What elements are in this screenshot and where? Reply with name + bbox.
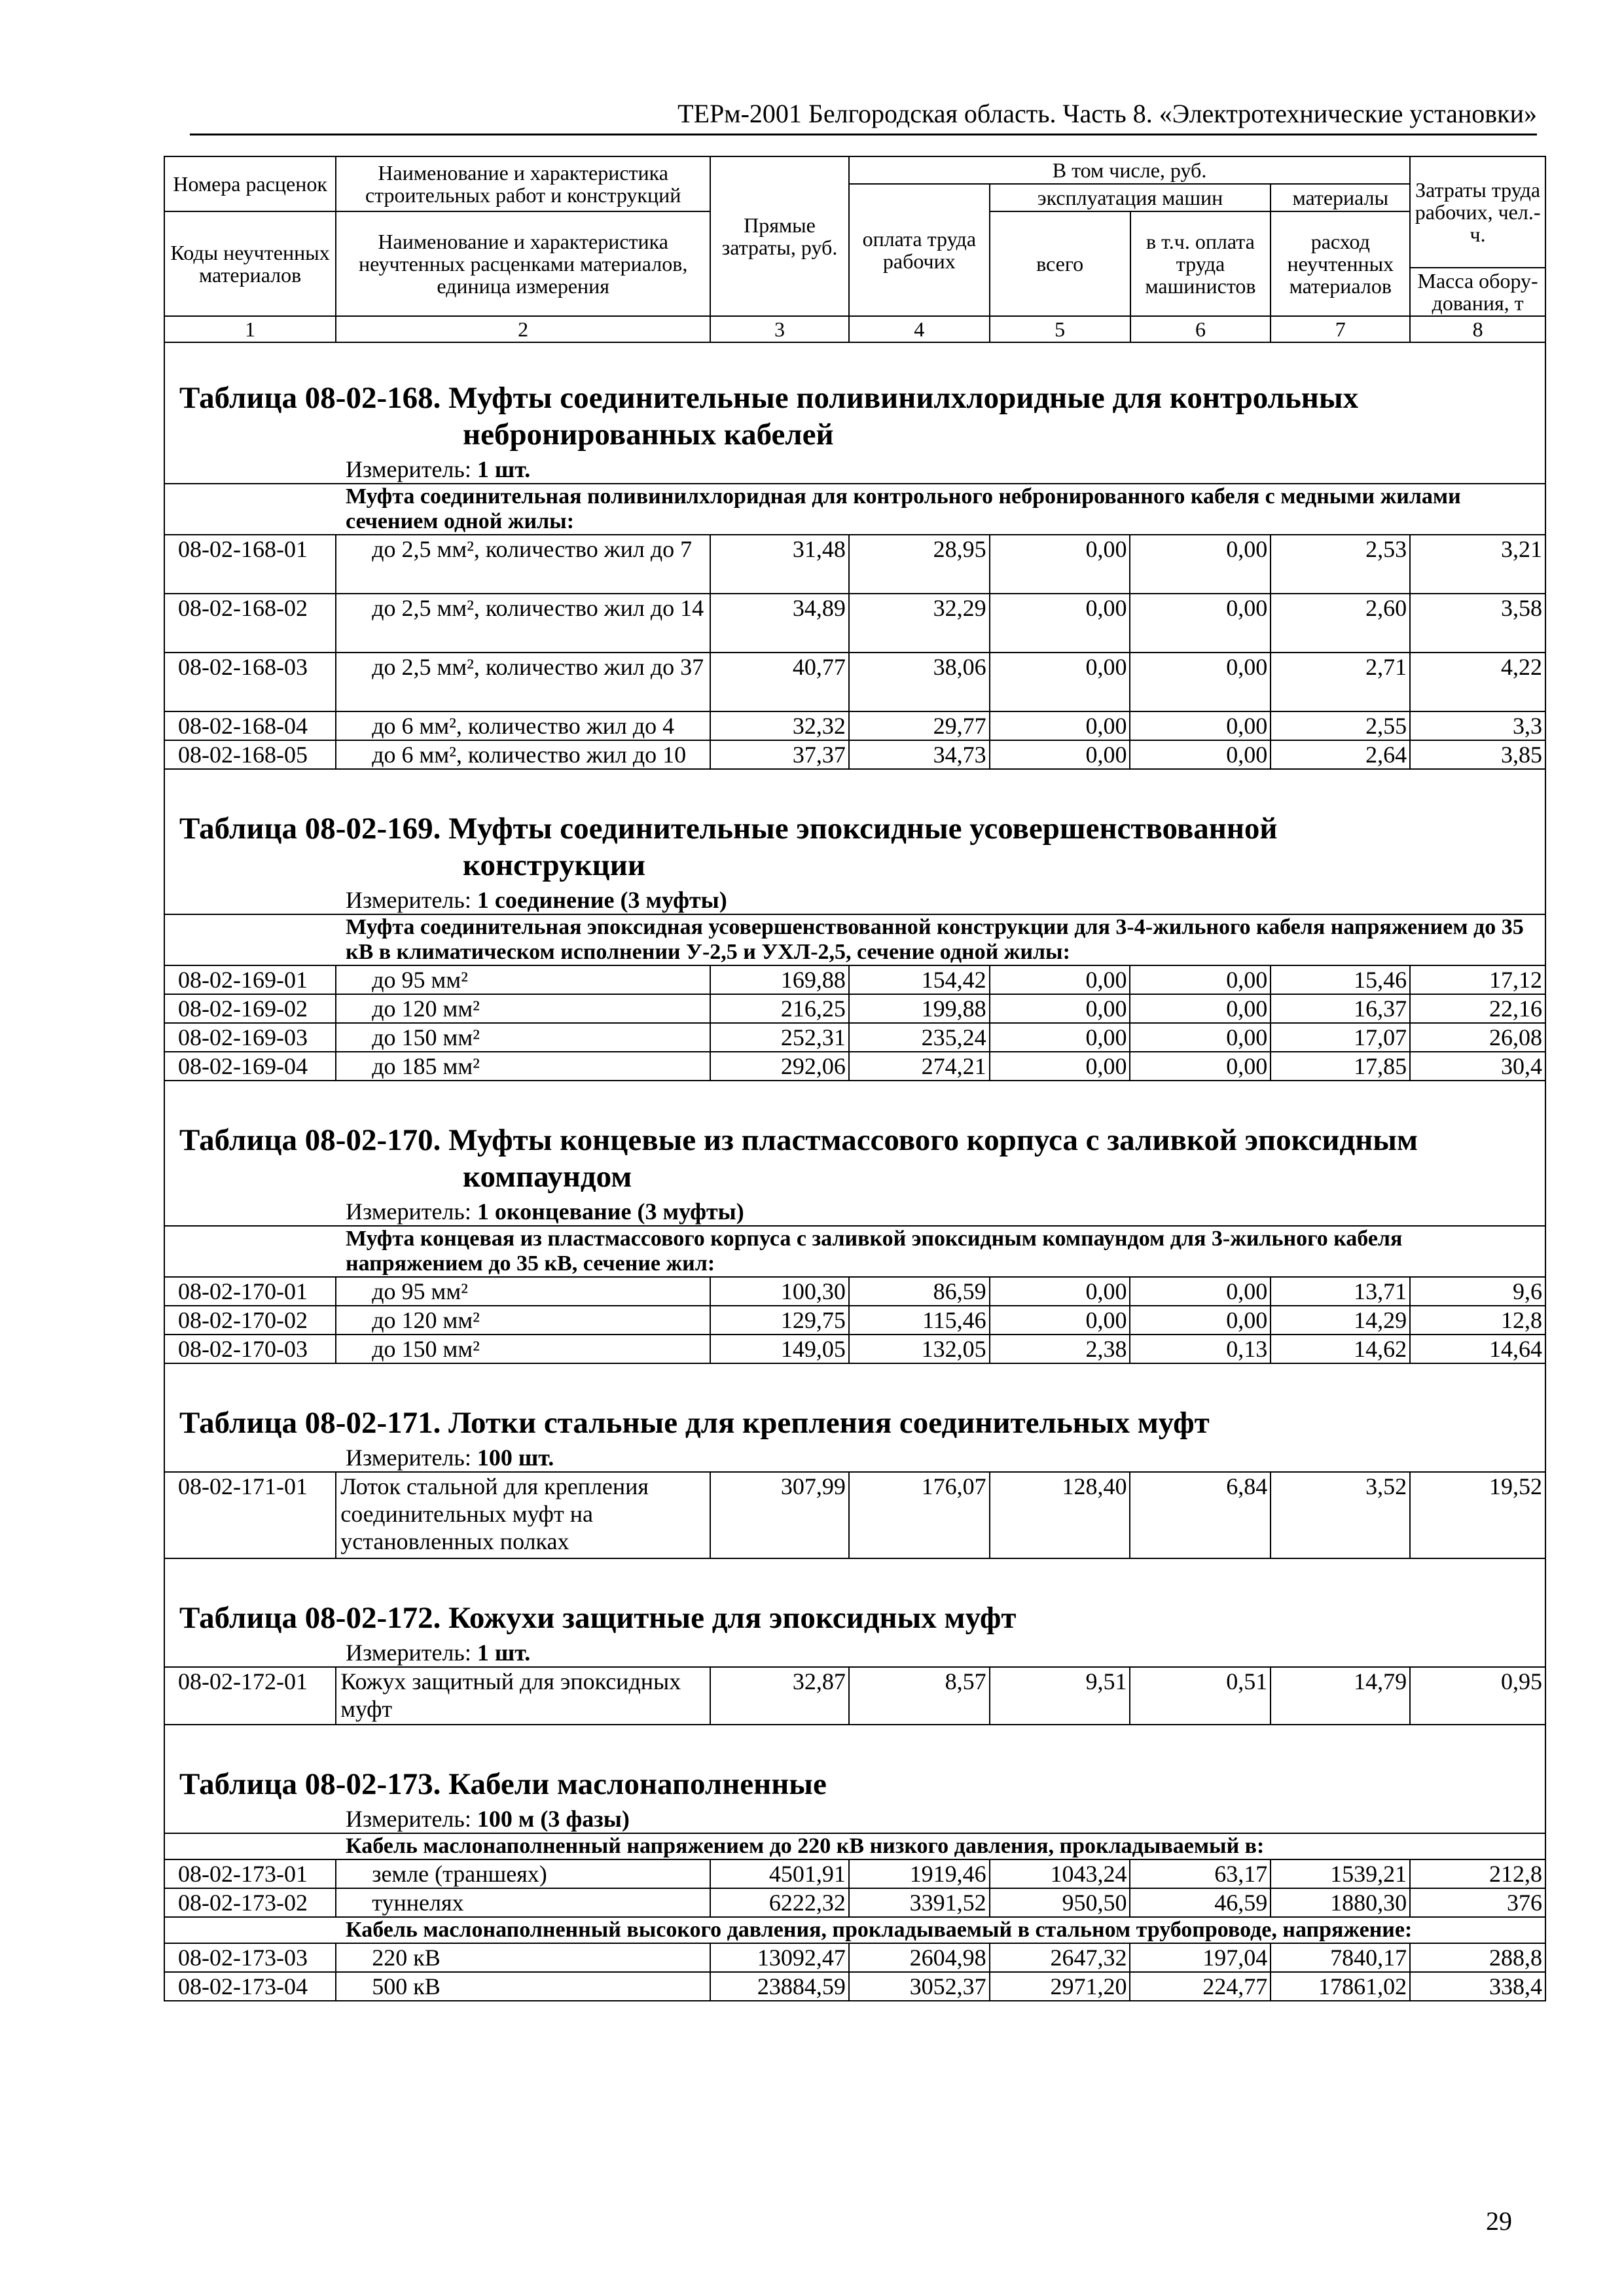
table-row: [164, 1052, 1545, 1081]
rate-name: до 185 мм²: [336, 1052, 710, 1081]
direct-cost: 216,25: [710, 994, 849, 1023]
direct-cost: 37,37: [710, 740, 849, 769]
machine-cost: 0,00: [990, 1052, 1130, 1081]
material-cost: 14,62: [1271, 1335, 1410, 1363]
machinist-cost: 0,00: [1130, 1023, 1271, 1052]
labor-hours: 0,95: [1410, 1667, 1545, 1725]
machine-cost: 0,00: [990, 711, 1130, 740]
group-description: Кабель маслонаполненный напряжением до 220 кВ низкого давления, прокладываемый в:: [164, 1833, 1545, 1859]
rate-code: 08-02-168-04: [164, 711, 336, 740]
labor-cost: 8,57: [849, 1667, 990, 1725]
machinist-cost: 0,00: [1130, 535, 1271, 594]
rate-name: земле (траншеях): [336, 1859, 710, 1888]
table-row: [164, 1888, 1545, 1917]
material-cost: 2,55: [1271, 711, 1410, 740]
labor-hours: 3,85: [1410, 740, 1545, 769]
labor-cost: 132,05: [849, 1335, 990, 1363]
rate-code: 08-02-169-03: [164, 1023, 336, 1052]
rate-code: 08-02-169-04: [164, 1052, 336, 1081]
machine-cost: 0,00: [990, 740, 1130, 769]
machine-cost: 950,50: [990, 1888, 1130, 1917]
rate-name: до 120 мм²: [336, 994, 710, 1023]
column-number: 7: [1271, 316, 1410, 342]
rate-name: Лоток стальной для крепления соединительных муфт на установленных полках: [336, 1472, 710, 1558]
table-row: [164, 1335, 1545, 1363]
labor-cost: 1919,46: [849, 1859, 990, 1888]
measure-unit: [164, 884, 1545, 914]
machinist-cost: 63,17: [1130, 1859, 1271, 1888]
direct-cost: 34,89: [710, 594, 849, 653]
material-cost: 14,29: [1271, 1306, 1410, 1335]
labor-cost: 29,77: [849, 711, 990, 740]
rate-name: до 150 мм²: [336, 1335, 710, 1363]
labor-cost: 199,88: [849, 994, 990, 1023]
table-title: [164, 1081, 1545, 1195]
rate-code: 08-02-168-01: [164, 535, 336, 594]
table-row: [164, 1472, 1545, 1558]
labor-hours: 19,52: [1410, 1472, 1545, 1558]
measure-label: Измеритель:: [346, 1640, 477, 1666]
machinist-cost: 0,00: [1130, 1306, 1271, 1335]
rate-code: 08-02-173-04: [164, 1972, 336, 2001]
table-title-line1: Таблица 08-02-169. Муфты соединительные эпоксидные усовершенствованной: [179, 812, 1278, 846]
col7-header: расход неучтенных материалов: [1271, 211, 1410, 316]
col3-header: Прямые затраты, руб.: [710, 156, 849, 316]
labor-hours: 9,6: [1410, 1277, 1545, 1306]
col1-bottom-header: Коды неучтенных материалов: [164, 211, 336, 316]
table-title-line1: Таблица 08-02-168. Муфты соединительные поливинилхлоридные для контрольных: [179, 381, 1359, 415]
rate-code: 08-02-168-03: [164, 653, 336, 711]
table-title-line2: небронированных кабелей: [463, 418, 834, 452]
table-row: [164, 594, 1545, 653]
material-cost: 15,46: [1271, 965, 1410, 994]
direct-cost: 6222,32: [710, 1888, 849, 1917]
group-description: Муфта концевая из пластмассового корпуса с заливкой эпоксидным компаундом для 3-жильного кабеля напряжением до 35 кВ, сечение жил:: [164, 1226, 1545, 1277]
material-cost: 17,07: [1271, 1023, 1410, 1052]
labor-cost: 176,07: [849, 1472, 990, 1558]
labor-hours: 3,3: [1410, 711, 1545, 740]
machine-cost: 0,00: [990, 1023, 1130, 1052]
table-title: [164, 339, 1545, 453]
direct-cost: 292,06: [710, 1052, 849, 1081]
column-number: 5: [990, 316, 1130, 342]
column-header-table: [164, 156, 1546, 343]
machinist-cost: 0,00: [1130, 994, 1271, 1023]
machine-cost: 0,00: [990, 594, 1130, 653]
table-title: [164, 769, 1545, 884]
material-cost: 2,53: [1271, 535, 1410, 594]
direct-cost: 169,88: [710, 965, 849, 994]
labor-hours: 4,22: [1410, 653, 1545, 711]
machinist-cost: 46,59: [1130, 1888, 1271, 1917]
rate-name: туннелях: [336, 1888, 710, 1917]
machine-cost: 0,00: [990, 994, 1130, 1023]
measure-unit: [164, 1441, 1545, 1472]
col1-top-header: Номера расценок: [164, 156, 336, 211]
machine-cost: 128,40: [990, 1472, 1130, 1558]
col2-top-header: Наименование и характеристика строительных работ и конструкций: [336, 156, 710, 211]
measure-label: Измеритель:: [346, 887, 477, 913]
direct-cost: 31,48: [710, 535, 849, 594]
material-cost: 1539,21: [1271, 1859, 1410, 1888]
table-row: [164, 994, 1545, 1023]
column-number: 6: [1130, 316, 1271, 342]
material-cost: 3,52: [1271, 1472, 1410, 1558]
table-row: [164, 535, 1545, 594]
table-row: [164, 1943, 1545, 1972]
labor-hours: 12,8: [1410, 1306, 1545, 1335]
material-cost: 16,37: [1271, 994, 1410, 1023]
labor-cost: 34,73: [849, 740, 990, 769]
machine-cost: 0,00: [990, 1306, 1130, 1335]
measure-label: Измеритель:: [346, 1198, 477, 1225]
col2-bottom-header: Наименование и характеристика неучтенных расценками материалов, единица измерения: [336, 211, 710, 316]
direct-cost: 100,30: [710, 1277, 849, 1306]
rate-code: 08-02-169-01: [164, 965, 336, 994]
labor-hours: 376: [1410, 1888, 1545, 1917]
machinist-cost: 0,00: [1130, 653, 1271, 711]
labor-hours: 338,4: [1410, 1972, 1545, 2001]
measure-label: Измеритель:: [346, 456, 477, 482]
rate-name: до 2,5 мм², количество жил до 7: [336, 535, 710, 594]
labor-cost: 115,46: [849, 1306, 990, 1335]
machinist-cost: 0,00: [1130, 740, 1271, 769]
measure-unit: [164, 1636, 1545, 1667]
page-header: ТЕРм-2001 Белгородская область. Часть 8. «Электротехнические установки»: [677, 99, 1537, 128]
table-row: [164, 1972, 1545, 2001]
machinist-cost: 0,00: [1130, 711, 1271, 740]
material-cost: 2,60: [1271, 594, 1410, 653]
rate-code: 08-02-173-03: [164, 1943, 336, 1972]
column-number: 2: [336, 316, 710, 342]
group-description: Кабель маслонаполненный высокого давления, прокладываемый в стальном трубопроводе, напряжение:: [164, 1917, 1545, 1943]
labor-cost: 3391,52: [849, 1888, 990, 1917]
table-row: [164, 653, 1545, 711]
col4-header: оплата труда рабочих: [849, 184, 990, 316]
labor-cost: 32,29: [849, 594, 990, 653]
labor-cost: 3052,37: [849, 1972, 990, 2001]
rate-code: 08-02-169-02: [164, 994, 336, 1023]
table-row: [164, 1306, 1545, 1335]
machines-header: эксплуатация машин: [990, 184, 1271, 211]
material-cost: 2,64: [1271, 740, 1410, 769]
machinist-cost: 224,77: [1130, 1972, 1271, 2001]
rate-name: до 2,5 мм², количество жил до 37: [336, 653, 710, 711]
rate-name: 500 кВ: [336, 1972, 710, 2001]
page-number: 29: [1486, 2206, 1512, 2236]
direct-cost: 32,87: [710, 1667, 849, 1725]
table-title: Таблица 08-02-173. Кабели маслонаполненные: [164, 1725, 1545, 1803]
material-cost: 13,71: [1271, 1277, 1410, 1306]
material-cost: 17,85: [1271, 1052, 1410, 1081]
machine-cost: 0,00: [990, 965, 1130, 994]
column-number-row: [164, 316, 1545, 342]
labor-hours: 14,64: [1410, 1335, 1545, 1363]
rate-name: до 150 мм²: [336, 1023, 710, 1052]
direct-cost: 252,31: [710, 1023, 849, 1052]
labor-cost: 2604,98: [849, 1943, 990, 1972]
direct-cost: 23884,59: [710, 1972, 849, 2001]
machinist-cost: 197,04: [1130, 1943, 1271, 1972]
col8-bottom-header: Масса обору-дования, т: [1410, 268, 1545, 316]
table-row: [164, 965, 1545, 994]
rate-code: 08-02-171-01: [164, 1472, 336, 1558]
labor-cost: 274,21: [849, 1052, 990, 1081]
group-description: Муфта соединительная эпоксидная усовершенствованной конструкции для 3-4-жильного кабеля напряжением до 35 кВ в климатическом исполнении У-2,5 и УХЛ-2,5, сечение одной жилы:: [164, 914, 1545, 965]
labor-cost: 154,42: [849, 965, 990, 994]
machine-cost: 2647,32: [990, 1943, 1130, 1972]
col5-header: всего: [990, 211, 1130, 316]
including-header: В том числе, руб.: [849, 156, 1410, 184]
material-cost: 2,71: [1271, 653, 1410, 711]
machinist-cost: 0,00: [1130, 1277, 1271, 1306]
rate-name: Кожух защитный для эпоксидных муфт: [336, 1667, 710, 1725]
rate-code: 08-02-170-03: [164, 1335, 336, 1363]
machinist-cost: 0,13: [1130, 1335, 1271, 1363]
labor-cost: 28,95: [849, 535, 990, 594]
column-number: 1: [164, 316, 336, 342]
labor-hours: 30,4: [1410, 1052, 1545, 1081]
material-cost: 17861,02: [1271, 1972, 1410, 2001]
table-row: [164, 711, 1545, 740]
labor-hours: 17,12: [1410, 965, 1545, 994]
rate-code: 08-02-168-05: [164, 740, 336, 769]
table-title-line1: Таблица 08-02-170. Муфты концевые из пластмассового корпуса с заливкой эпоксидным: [179, 1123, 1418, 1157]
machine-cost: 2971,20: [990, 1972, 1130, 2001]
rate-name: до 95 мм²: [336, 1277, 710, 1306]
col8-top-header: Затраты труда рабочих, чел.-ч.: [1410, 156, 1545, 268]
machine-cost: 0,00: [990, 1277, 1130, 1306]
labor-cost: 235,24: [849, 1023, 990, 1052]
measure-label: Измеритель:: [346, 1444, 477, 1471]
rate-code: 08-02-173-02: [164, 1888, 336, 1917]
direct-cost: 13092,47: [710, 1943, 849, 1972]
table-title-line2: конструкции: [463, 848, 645, 882]
column-number: 4: [849, 316, 990, 342]
measure-value: 1 шт.: [477, 1640, 531, 1666]
rate-name: до 2,5 мм², количество жил до 14: [336, 594, 710, 653]
rate-code: 08-02-170-02: [164, 1306, 336, 1335]
rate-name: до 95 мм²: [336, 965, 710, 994]
measure-value: 1 оконцевание (3 муфты): [477, 1198, 744, 1225]
direct-cost: 40,77: [710, 653, 849, 711]
direct-cost: 307,99: [710, 1472, 849, 1558]
materials-header: материалы: [1271, 184, 1410, 211]
machine-cost: 2,38: [990, 1335, 1130, 1363]
measure-unit: [164, 453, 1545, 484]
material-cost: 7840,17: [1271, 1943, 1410, 1972]
table-title: Таблица 08-02-172. Кожухи защитные для эпоксидных муфт: [164, 1558, 1545, 1636]
table-title: Таблица 08-02-171. Лотки стальные для крепления соединительных муфт: [164, 1363, 1545, 1441]
table-row: [164, 1667, 1545, 1725]
rate-name: до 6 мм², количество жил до 10: [336, 740, 710, 769]
measure-unit: [164, 1803, 1545, 1833]
material-cost: 1880,30: [1271, 1888, 1410, 1917]
machine-cost: 9,51: [990, 1667, 1130, 1725]
table-row: [164, 740, 1545, 769]
table-row: [164, 1859, 1545, 1888]
machinist-cost: 0,51: [1130, 1667, 1271, 1725]
measure-value: 100 м (3 фазы): [477, 1806, 630, 1832]
machinist-cost: 0,00: [1130, 965, 1271, 994]
col6-header: в т.ч. оплата труда машинистов: [1130, 211, 1271, 316]
rate-code: 08-02-172-01: [164, 1667, 336, 1725]
material-cost: 14,79: [1271, 1667, 1410, 1725]
labor-hours: 288,8: [1410, 1943, 1545, 1972]
labor-hours: 212,8: [1410, 1859, 1545, 1888]
table-row: [164, 1023, 1545, 1052]
measure-unit: [164, 1195, 1545, 1226]
rate-name: до 120 мм²: [336, 1306, 710, 1335]
measure-value: 100 шт.: [477, 1444, 554, 1471]
measure-label: Измеритель:: [346, 1806, 477, 1832]
table-title-line2: компаундом: [463, 1160, 632, 1194]
rates-table: [164, 339, 1546, 2001]
table-row: [164, 1277, 1545, 1306]
column-number: 3: [710, 316, 849, 342]
machine-cost: 0,00: [990, 653, 1130, 711]
machinist-cost: 6,84: [1130, 1472, 1271, 1558]
machinist-cost: 0,00: [1130, 594, 1271, 653]
measure-value: 1 соединение (3 муфты): [477, 887, 727, 913]
labor-hours: 3,58: [1410, 594, 1545, 653]
rate-name: 220 кВ: [336, 1943, 710, 1972]
header-rule: [190, 134, 1537, 135]
rate-code: 08-02-170-01: [164, 1277, 336, 1306]
rate-code: 08-02-173-01: [164, 1859, 336, 1888]
column-number: 8: [1410, 316, 1545, 342]
direct-cost: 129,75: [710, 1306, 849, 1335]
machine-cost: 1043,24: [990, 1859, 1130, 1888]
measure-value: 1 шт.: [477, 456, 531, 482]
labor-hours: 26,08: [1410, 1023, 1545, 1052]
direct-cost: 149,05: [710, 1335, 849, 1363]
labor-hours: 22,16: [1410, 994, 1545, 1023]
machine-cost: 0,00: [990, 535, 1130, 594]
group-description: Муфта соединительная поливинилхлоридная для контрольного небронированного кабеля с медными жилами сечением одной жилы:: [164, 484, 1545, 535]
machinist-cost: 0,00: [1130, 1052, 1271, 1081]
direct-cost: 4501,91: [710, 1859, 849, 1888]
labor-cost: 38,06: [849, 653, 990, 711]
rate-name: до 6 мм², количество жил до 4: [336, 711, 710, 740]
labor-cost: 86,59: [849, 1277, 990, 1306]
labor-hours: 3,21: [1410, 535, 1545, 594]
direct-cost: 32,32: [710, 711, 849, 740]
rate-code: 08-02-168-02: [164, 594, 336, 653]
